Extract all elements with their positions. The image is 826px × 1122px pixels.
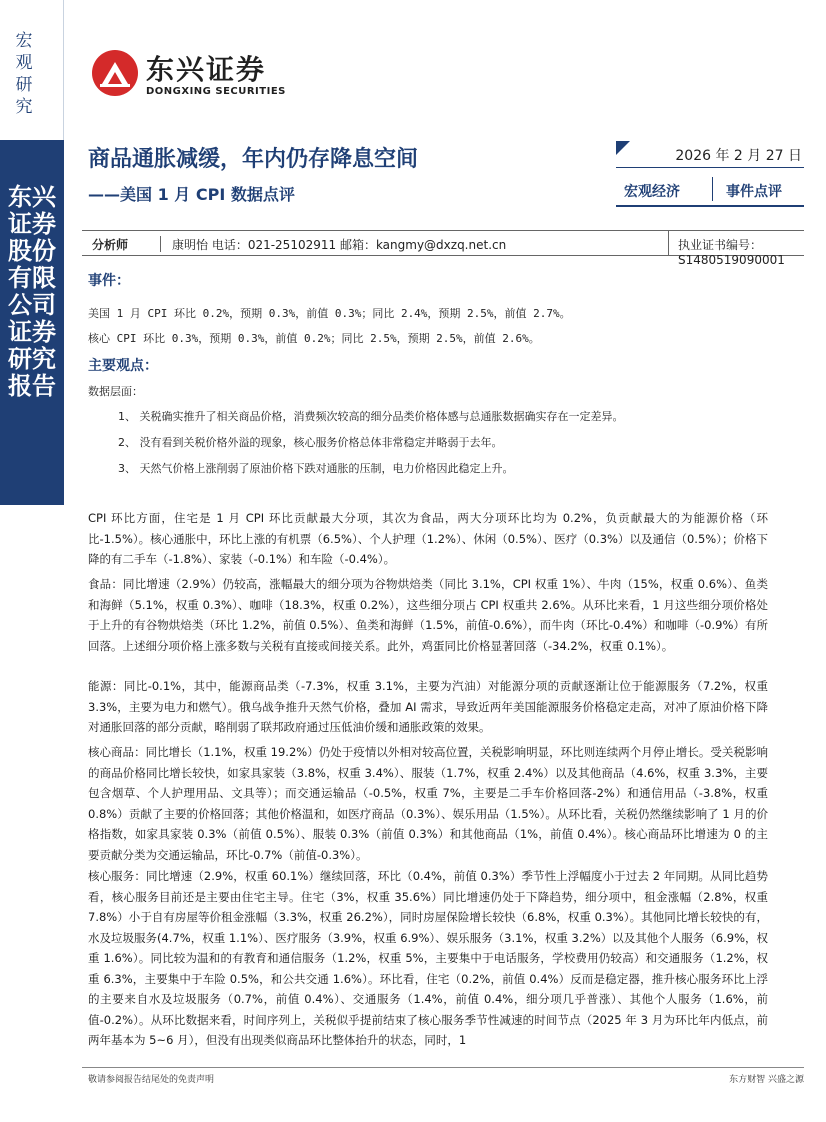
analyst-cert: 执业证书编号：S1480519090001 — [678, 238, 785, 267]
view-point: 1、 关税确实推升了相关商品价格，消费频次较高的细分品类价格体感与总通胀数据确实存在一定差异。 — [118, 410, 624, 423]
analyst-label: 分析师 — [92, 238, 129, 252]
footer-divider — [82, 1067, 804, 1068]
tag-separator — [712, 177, 713, 201]
paragraph-energy: 能源：同比-0.1%，其中，能源商品类（-7.3%，权重 3.1%，主要为汽油）对能源分项的贡献逐渐让位于能源服务（7.2%，权重 3.3%，主要为电力和燃气）。俄乌战争推升天然气价格，叠加 AI 需求，导致近两年美国能源服务价格稳定走高，对冲了原油价格下降对通胀回落的部分贡献，略削弱了联邦政府通过压低油价缓和通胀政策的效果。 — [88, 679, 768, 734]
paragraph-core-goods: 核心商品：同比增长（1.1%，权重 19.2%）仍处于疫情以外相对较高位置，关税影响明显，环比则连续两个月停止增长。受关税影响的商品价格同比增长较快，如家具家装（3.8%，权重 3.4%）、服装（1.7%，权重 2.4%）以及其他商品（4.6%，权重 3.3%，主要包含烟草、个人护理用品、文具等）；而交通运输品（-0.5%，权重 7%，主要是二手车价格回落-2%）和通信用品（-3.8%，权重 0.8%）贡献了主要的价格回落；其他价格温和，如医疗商品（0.3%）、娱乐用品（1.5%）。从环比看，关税仍然继续影响了 1 月的价格指数，如家具家装 0.3%（前值 0.5%）、服装 0.3%（前值 0.3%）和其他商品（1%，前值 0.4%）。核心商品环比增速为 0 的主要贡献分类为交通运输品，环比-0.7%（前值-0.3%）。 — [88, 745, 768, 862]
sidebar-bottom-label: 东兴证券股份有限公司证券研究报告 — [8, 183, 56, 400]
report-subtitle: ——美国 1 月 CPI 数据点评 — [88, 185, 295, 204]
paragraph-cpi: CPI 环比方面，住宅是 1 月 CPI 环比贡献最大分项，其次为食品，两大分项环比均为 0.2%，负贡献最大的为能源价格（环比-1.5%）。核心通胀中，环比上涨的有机票（6.5%）、个人护理（1.2%）、休闲（0.5%）、医疗（0.3%）以及通信（0.5%）；价格下降的有二手车（-1.8%）、家装（-0.1%）和车险（-0.4%）。 — [88, 511, 768, 566]
date-box — [616, 141, 804, 207]
report-date: 2026 年 2 月 27 日 — [675, 148, 802, 164]
report-title: 商品通胀减缓，年内仍存降息空间 — [88, 147, 419, 172]
divider — [160, 236, 161, 252]
view-point: 2、 没有看到关税价格外溢的现象，核心服务价格总体非常稳定并略弱于去年。 — [118, 436, 503, 449]
divider — [616, 205, 804, 207]
logo-name-en: DONGXING SECURITIES — [146, 86, 286, 97]
views-heading: 主要观点： — [88, 358, 158, 374]
logo-name-cn: 东兴证券 — [146, 53, 267, 86]
sidebar-top — [0, 0, 64, 140]
paragraph-core-services: 核心服务：同比增速（2.9%，权重 60.1%）继续回落，环比（0.4%，前值 0.3%）季节性上浮幅度小于过去 2 年同期。从同比趋势看，核心服务目前还是主要由住宅主导。住宅（3%，权重 35.6%）同比增速仍处于下降趋势，细分项中，租金涨幅（2.8%，权重 7.8%）小于自有房屋等价租金涨幅（3.3%，权重 26.2%），同时房屋保险增长较快（6.8%，权重 0.3%）。其他同比增长较快的有，水及垃圾服务(4.7%，权重 1.1%）、医疗服务（3.9%，权重 6.9%）、娱乐服务（3.1%，权重 3.2%）以及其他个人服务（6.9%，权重 1.6%）。同比较为温和的有教育和通信服务（1.2%，权重 5%，主要集中于电话服务，学校费用仍较高）和交通服务（1.2%，权重 6.3%，主要集中于车险 0.5%，和公共交通 1.6%）。环比看，住宅（0.2%，前值 0.4%）反而是稳定器，推升核心服务环比上浮的主要来自水及垃圾服务（0.7%，前值 0.4%）、交通服务（1.4%，前值 0.4%，细分项几乎普涨）、其他个人服务（1.6%，前值-0.2%）。从环比数据来看，时间序列上，关税似乎提前结束了核心服务季节性减速的时间节点（2025 年 3 月为环比年内低点，前两年基本为 5~6 月），但没有出现类似商品环比整体抬升的状态，同时，1 — [88, 869, 768, 1047]
divider — [668, 231, 669, 255]
tag-event: 事件点评 — [726, 184, 782, 200]
analyst-bar — [82, 230, 804, 267]
sidebar-bottom — [0, 140, 64, 505]
sidebar-top-label: 宏观研究 — [15, 31, 33, 117]
view-point: 3、 天然气价格上涨削弱了原油价格下跌对通胀的压制，电力价格因此稳定上升。 — [118, 462, 514, 475]
event-heading: 事件： — [88, 273, 130, 289]
footer-slogan: 东方财智 兴盛之源 — [729, 1075, 804, 1085]
views-intro: 数据层面： — [88, 385, 143, 398]
paragraph-food: 食品：同比增速（2.9%）仍较高，涨幅最大的细分项为谷物烘焙类（同比 3.1%，CPI 权重 1%）、牛肉（15%，权重 0.6%）、鱼类和海鲜（5.1%，权重 0.3%）、咖啡（18.3%，权重 0.2%），这些细分项占 CPI 权重共 2.6%。从环比来看，1 月这些细分项价格处于上升的有谷物烘焙类（环比 1.2%，前值 0.5%）、鱼类和海鲜（1.5%，前值-0.6%），而牛肉（环比-0.4%）和咖啡（-0.9%）有所回落。上述细分项价格上涨多数与关税有直接或间接关系。此外，鸡蛋同比价格显著回落（-34.2%，权重 0.1%）。 — [88, 577, 768, 653]
company-logo — [90, 48, 310, 104]
analyst-info: 康明怡 电话：021-25102911 邮箱：kangmy@dxzq.net.cn — [172, 238, 507, 252]
tag-macro: 宏观经济 — [624, 184, 680, 200]
logo-mark-icon — [90, 48, 140, 98]
divider — [616, 167, 804, 168]
corner-mark — [616, 141, 630, 155]
event-line-2: 核心 CPI 环比 0.3%，预期 0.3%，前值 0.2%；同比 2.5%，预期 2.5%，前值 2.6%。 — [88, 332, 540, 345]
event-line-1: 美国 1 月 CPI 环比 0.2%，预期 0.3%，前值 0.3%；同比 2.4%，预期 2.5%，前值 2.7%。 — [88, 307, 571, 320]
footer-disclaimer: 敬请参阅报告结尾处的免责声明 — [88, 1075, 215, 1085]
